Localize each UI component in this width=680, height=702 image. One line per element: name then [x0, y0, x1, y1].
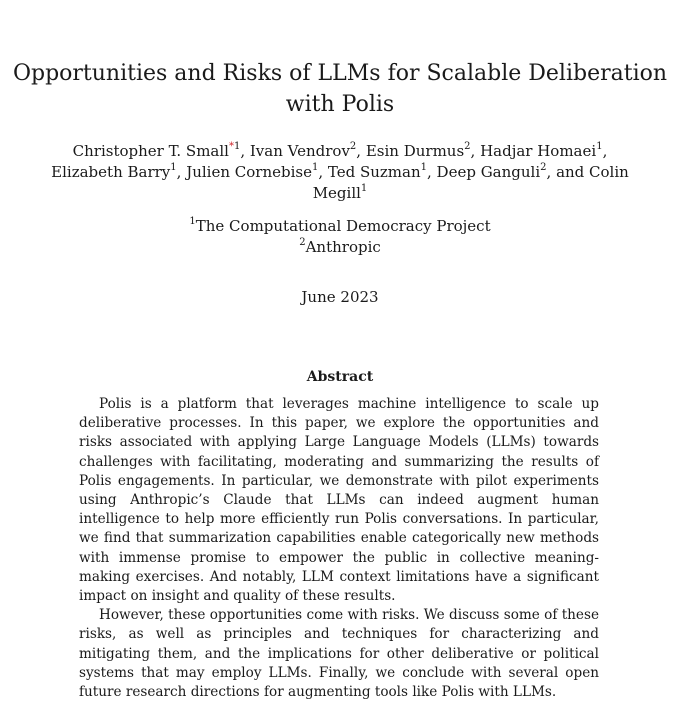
abstract-paragraph-1: Polis is a platform that leverages machine intelligence to scale up deliberative processes. In this paper, we explore the opportunities and risks associated with applying Large Language Models (LLMs) towards challenges with facilitating, moderating and summarizing the results of Polis engagements. In particular, we demonstrate with pilot experiments using Anthropic’s Claude that LLMs can indeed augment human intelligence to help more efficiently run Polis conversations. In particular, we find that summarization capabilities enable categorically new methods with immense promise to empower the public in collective meaning-making exercises. And notably, LLM context limitations have a significant impact on insight and quality of these results.	[79, 396, 599, 605]
abstract-body	[79, 395, 599, 702]
affiliation-mark: 1	[189, 216, 196, 227]
affiliation-name: The Computational Democracy Project	[195, 217, 491, 235]
author-affiliation-mark: 2	[349, 141, 357, 152]
publication-date: June 2023	[301, 288, 379, 306]
author-name: Elizabeth Barry	[51, 163, 171, 181]
author-name: Megill	[312, 184, 361, 202]
abstract-heading: Abstract	[306, 369, 374, 385]
author-name: Christopher T. Small	[72, 142, 229, 160]
author-name: , Esin Durmus	[356, 142, 465, 160]
author-affiliation-mark: 1	[311, 162, 319, 173]
author-affiliation-mark: 2	[464, 141, 471, 152]
affiliation-item	[0, 237, 680, 258]
author-name: , Ivan Vendrov	[240, 142, 350, 160]
affiliation-item	[0, 216, 680, 237]
author-affiliation-mark: *1	[228, 141, 241, 152]
paper-title-line-1: Opportunities and Risks of LLMs for Scalable Deliberation	[12, 61, 668, 86]
author-affiliation-mark: 1	[596, 141, 603, 152]
affiliation-mark: 2	[299, 237, 306, 248]
author-name: , Ted Suzman	[318, 163, 421, 181]
author-line-3	[20, 183, 660, 204]
paper-title-line-2: with Polis	[285, 92, 395, 117]
author-name: , Julien Cornebise	[176, 163, 312, 181]
affiliation-list	[0, 216, 680, 258]
author-line-2: Elizabeth Barry$^1$, Julien Cornebise$^1$, Ted Suzman$^1$, Deep Ganguli$^2$, and Colin	[51, 162, 629, 181]
paper-title	[0, 58, 680, 120]
abstract-paragraph-2: However, these opportunities come with risks. We discuss some of these risks, as well as principles and techniques for characterizing and mitigating them, and the implications for other deliberative or political systems that may employ LLMs. Finally, we conclude with several open future research directions for augmenting tools like Polis with LLMs.	[79, 607, 599, 701]
author-affiliation-mark: 1	[170, 162, 177, 173]
affiliation-name: Anthropic	[305, 238, 381, 256]
author-affiliation-mark: 1	[420, 162, 428, 173]
author-affiliation-mark: 2	[540, 162, 547, 173]
author-affiliation-mark: 1	[360, 183, 368, 194]
corresponding-author-mark: *	[228, 141, 234, 152]
author-list	[20, 141, 660, 204]
author-name: , Deep Ganguli	[427, 163, 541, 181]
author-name: , Hadjar Homaei	[470, 142, 597, 160]
author-line-1: Christopher T. Small$^{*1}$, Ivan Vendrov$^2$, Esin Durmus$^2$, Hadjar Homaei$^1$,	[72, 141, 608, 160]
